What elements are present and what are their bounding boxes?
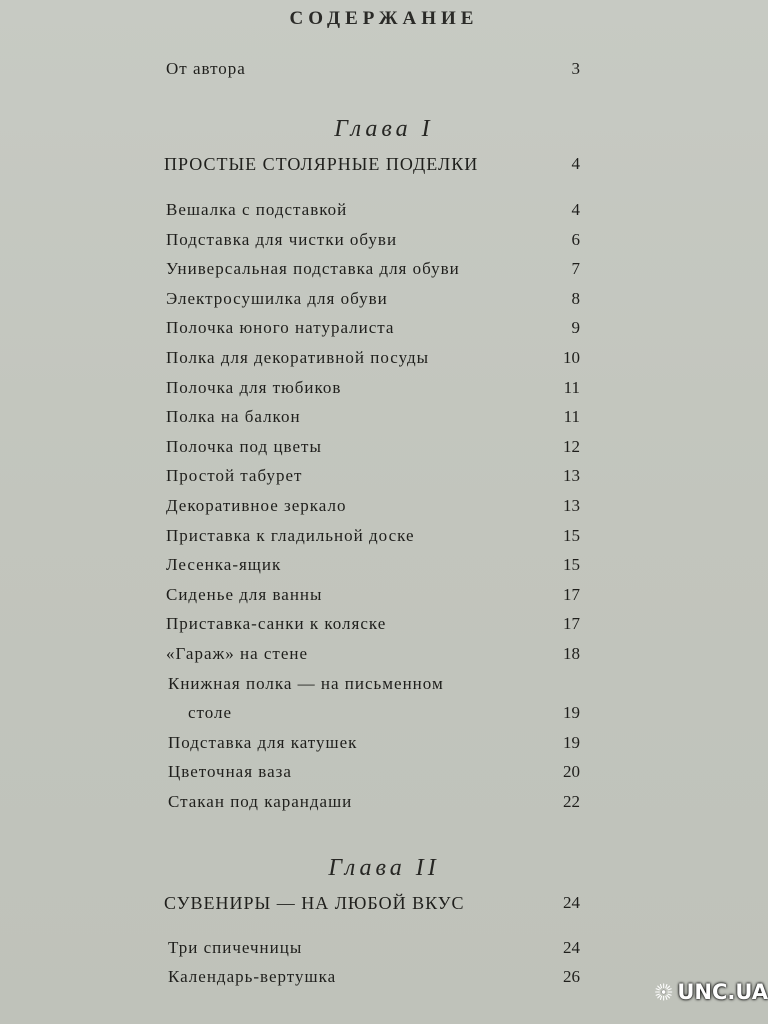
toc-entry-page: 8 [571, 289, 580, 308]
watermark [654, 962, 768, 1022]
toc-entry-title: Цветочная ваза [168, 762, 292, 781]
toc-entry [0, 289, 768, 319]
toc-entry [0, 614, 768, 644]
toc-entry-page: 9 [571, 318, 580, 337]
section-page: 24 [563, 893, 580, 912]
toc-entry-title: Приставка-санки к коляске [166, 614, 387, 633]
toc-entry-page: 18 [563, 644, 580, 663]
toc-entry [0, 259, 768, 289]
chapter-label: Глава II [328, 855, 440, 881]
toc-entry-page: 19 [563, 733, 580, 752]
toc-entry-page: 10 [563, 348, 580, 367]
toc-entry [0, 496, 768, 526]
toc-entry [0, 555, 768, 585]
toc-entry-page: 26 [563, 967, 580, 986]
toc-entry [0, 703, 768, 733]
toc-entry [0, 378, 768, 408]
toc-entry [0, 526, 768, 556]
toc-entry-title: Универсальная подставка для обуви [166, 259, 460, 278]
toc-entry-title: Приставка к гладильной доске [166, 526, 415, 545]
toc-entry-page: 7 [571, 259, 580, 278]
chapter-label: Глава I [334, 116, 434, 142]
toc-entry [0, 437, 768, 467]
toc-entry-title: Подставка для чистки обуви [166, 230, 398, 249]
toc-entry-page: 13 [563, 466, 580, 485]
chapter-section [0, 893, 768, 923]
section-title: ПРОСТЫЕ СТОЛЯРНЫЕ ПОДЕЛКИ [164, 154, 479, 174]
toc-entry-title: Сиденье для ванны [166, 585, 323, 604]
toc-entry-title: Простой табурет [166, 466, 303, 485]
toc-entry-title: Стакан под карандаши [168, 792, 353, 811]
toc-entry [0, 200, 768, 230]
toc-entry-page: 19 [563, 703, 580, 722]
toc-entry [0, 407, 768, 437]
toc-entry-title: Электросушилка для обуви [166, 289, 388, 308]
toc-entry-title: Полка для декоративной посуды [166, 348, 430, 367]
section-page: 4 [571, 154, 580, 173]
toc-entry [0, 967, 768, 997]
toc-entry-title: Полочка под цветы [166, 437, 322, 456]
toc-entry [0, 230, 768, 260]
toc-entry-page: 11 [563, 407, 580, 426]
toc-entry [0, 348, 768, 378]
toc-entry [0, 674, 768, 704]
toc-entry-title: Полочка юного натуралиста [166, 318, 395, 337]
toc-entry-intro [0, 59, 768, 89]
toc-entry [0, 585, 768, 615]
page-heading: СОДЕРЖАНИЕ [289, 8, 479, 29]
toc-entry-title: Календарь-вертушка [168, 967, 337, 986]
toc-entry-title: От автора [166, 59, 246, 78]
toc-entry-title: Три спичечницы [168, 938, 303, 957]
toc-entry-page: 24 [563, 938, 580, 957]
toc-entry-title: Полка на балкон [166, 407, 301, 426]
toc-entry-page: 22 [563, 792, 580, 811]
chapter-section [0, 154, 768, 184]
watermark-text: UNC.UA [677, 980, 768, 1004]
toc-entry [0, 792, 768, 822]
toc-entry-page: 12 [563, 437, 580, 456]
toc-entry [0, 318, 768, 348]
toc-entry-page: 13 [563, 496, 580, 515]
toc-entry-title: Лесенка-ящик [166, 555, 282, 574]
toc-entry [0, 938, 768, 968]
toc-entry-page: 4 [571, 200, 580, 219]
toc-entry [0, 762, 768, 792]
toc-entry-page: 6 [571, 230, 580, 249]
toc-entry-title: Вешалка с подставкой [166, 200, 348, 219]
toc-entry-title: Полочка для тюбиков [166, 378, 342, 397]
toc-entry-title: Подставка для катушек [168, 733, 358, 752]
toc-entry-page: 15 [563, 555, 580, 574]
toc-entry-title: Декоративное зеркало [166, 496, 347, 515]
toc-entry-page: 11 [563, 378, 580, 397]
toc-entry [0, 466, 768, 496]
sunburst-logo-icon [654, 974, 673, 1010]
toc-entry-title: Книжная полка — на письменном [168, 674, 444, 693]
toc-entry-page: 20 [563, 762, 580, 781]
toc-entry-page: 17 [563, 585, 580, 604]
toc-entry-page: 15 [563, 526, 580, 545]
section-title: СУВЕНИРЫ — НА ЛЮБОЙ ВКУС [164, 893, 465, 913]
toc-entry-page: 3 [571, 59, 580, 78]
toc-entry [0, 644, 768, 674]
toc-entry-title: «Гараж» на стене [166, 644, 309, 663]
toc-entry-title: столе [188, 703, 233, 722]
toc-entry [0, 733, 768, 763]
toc-entry-page: 17 [563, 614, 580, 633]
